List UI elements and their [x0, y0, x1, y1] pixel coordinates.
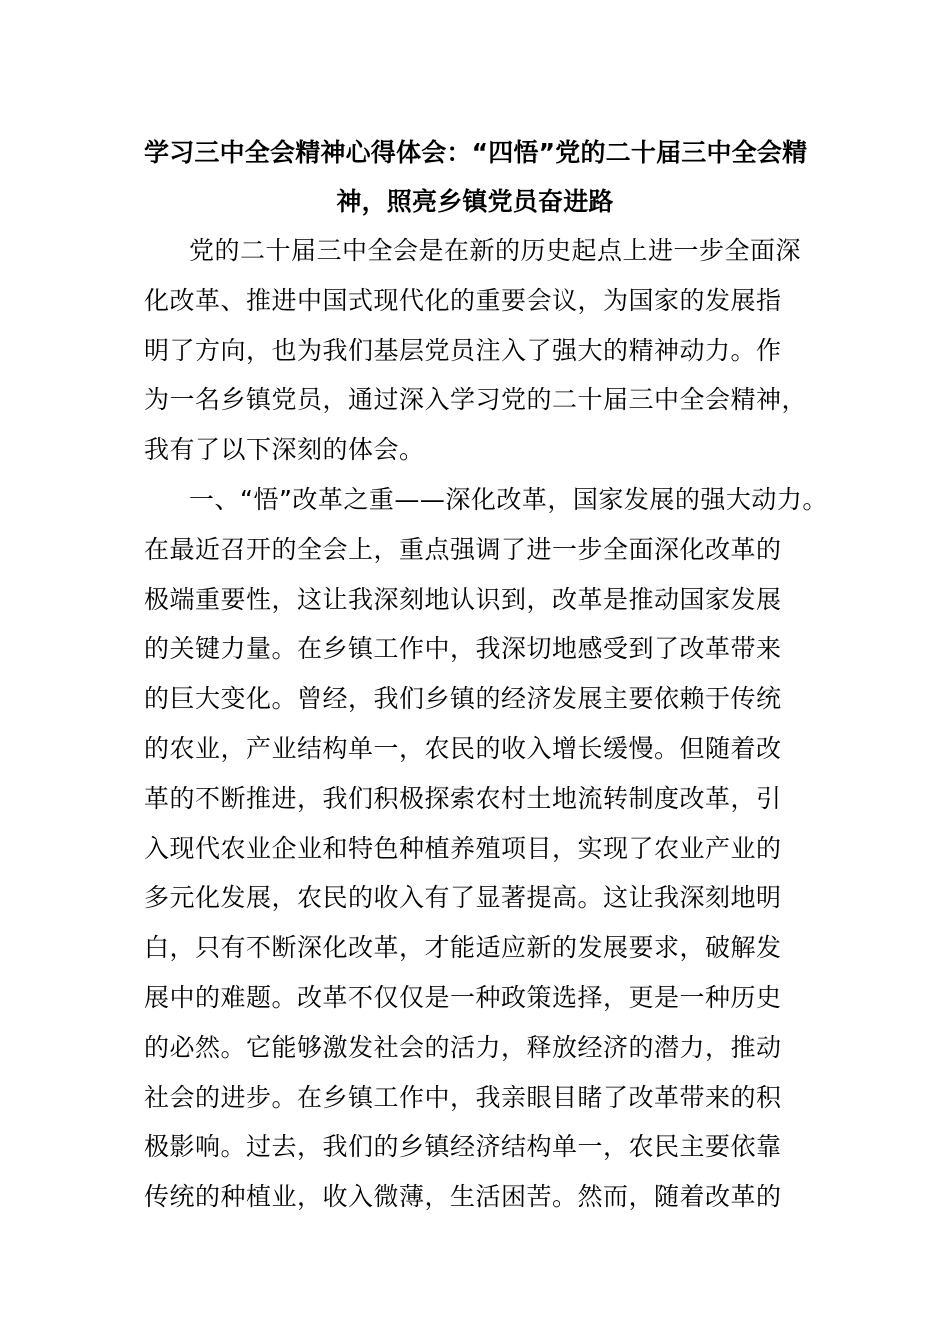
- paragraph-line: 的必然。它能够激发社会的活力，释放经济的潜力，推动: [144, 1032, 782, 1062]
- paragraph-line: 的农业，产业结构单一，农民的收入增长缓慢。但随着改: [144, 733, 782, 763]
- paragraph-line: 为一名乡镇党员，通过深入学习党的二十届三中全会精神，: [144, 385, 808, 415]
- paragraph-line: 传统的种植业，收入微薄，生活困苦。然而，随着改革的: [144, 1182, 782, 1212]
- paragraph-line: 化改革、推进中国式现代化的重要会议，为国家的发展指: [144, 285, 782, 315]
- title-line: 神，照亮乡镇党员奋进路: [336, 187, 614, 216]
- paragraph-line: 极影响。过去，我们的乡镇经济结构单一，农民主要依靠: [144, 1132, 782, 1162]
- paragraph-line: 的巨大变化。曾经，我们乡镇的经济发展主要依赖于传统: [144, 684, 782, 714]
- paragraph-line: 在最近召开的全会上，重点强调了进一步全面深化改革的: [144, 534, 782, 564]
- paragraph-line: 我有了以下深刻的体会。: [144, 435, 425, 465]
- paragraph-line: 社会的进步。在乡镇工作中，我亲眼目睹了改革带来的积: [144, 1082, 782, 1112]
- document-title: [144, 128, 806, 226]
- paragraph-line: 入现代农业企业和特色种植养殖项目，实现了农业产业的: [144, 833, 782, 863]
- paragraph-line: 的关键力量。在乡镇工作中，我深切地感受到了改革带来: [144, 634, 782, 664]
- paragraph-line: 极端重要性，这让我深刻地认识到，改革是推动国家发展: [144, 584, 782, 614]
- paragraph-line: 一、“悟”改革之重——深化改革，国家发展的强大动力。: [189, 484, 828, 514]
- paragraph-line: 明了方向，也为我们基层党员注入了强大的精神动力。作: [144, 335, 782, 365]
- paragraph-line: 党的二十届三中全会是在新的历史起点上进一步全面深: [189, 236, 802, 265]
- paragraph-line: 多元化发展，农民的收入有了显著提高。这让我深刻地明: [144, 883, 782, 913]
- paragraph-section-one: [144, 475, 828, 1222]
- paragraph-intro: [144, 226, 806, 475]
- paragraph-line: 展中的难题。改革不仅仅是一种政策选择，更是一种历史: [144, 982, 782, 1012]
- document-body: [144, 128, 828, 1222]
- title-line: 学习三中全会精神心得体会：“四悟”党的二十届三中全会精: [144, 138, 808, 167]
- paragraph-line: 白，只有不断深化改革，才能适应新的发展要求，破解发: [144, 933, 782, 963]
- paragraph-line: 革的不断推进，我们积极探索农村土地流转制度改革，引: [144, 783, 782, 813]
